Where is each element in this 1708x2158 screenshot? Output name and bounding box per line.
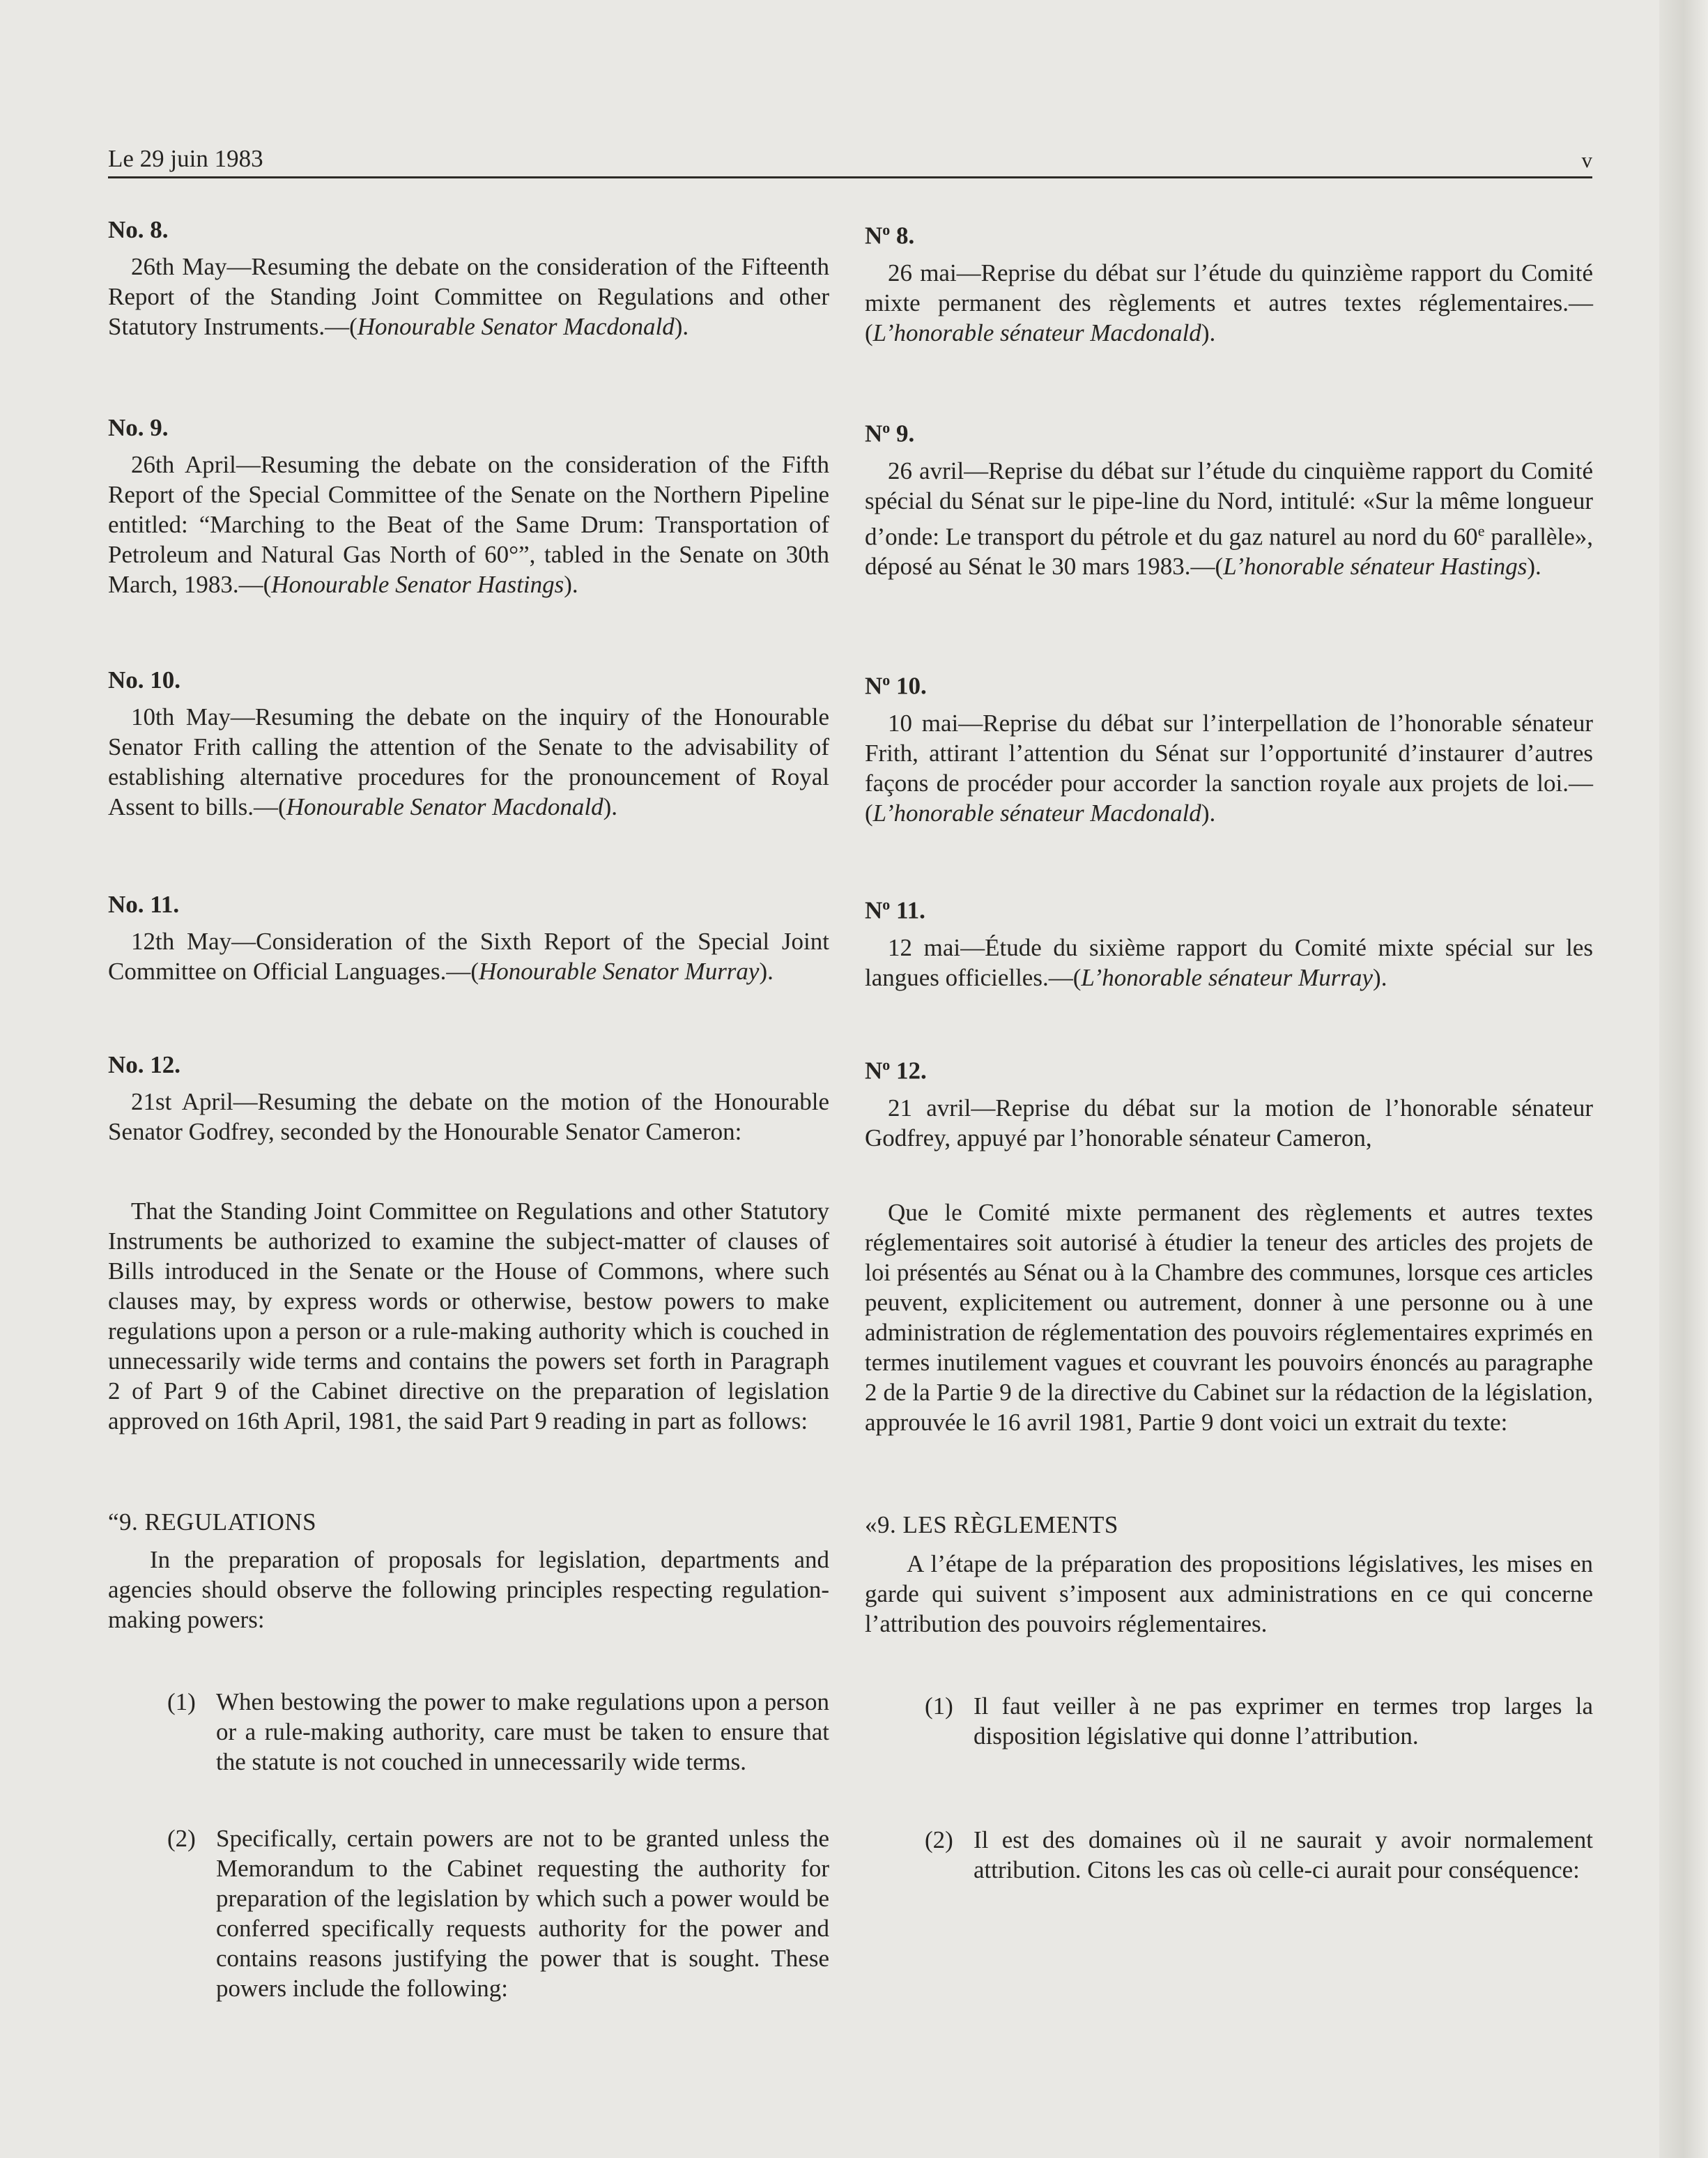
item-text: 26 avril—Reprise du débat sur l’étude du cinquième rapport du Comité spécial du Sénat sur le pipe-line du Nord, intitulé: «Sur la même longueur d’onde: Le transport du pétrole et du gaz naturel au nord du 60e parallèle», déposé au Sénat le 30 mars 1983.—(L’honorable sénateur Hastings). [865, 457, 1594, 581]
motion-text-fr: Que le Comité mixte permanent des règlements et autres textes réglementaires soit autorisé à étudier la teneur des articles des projets de loi présentés au Sénat ou à la Chambre des communes, lorsque ces articles peuvent, explicitement ou autrement, donner à une personne ou à une administration de réglementation des pouvoirs réglementaires exprimés en termes inutilement vagues et couvrant les pouvoirs énoncés au paragraphe 2 de la Partie 9 de la directive du Cabinet sur la rédaction de la législation, approuvée le 16 avril 1981, Partie 9 dont voici un extrait du texte: [865, 1199, 1593, 1436]
section-heading-fr: «9. LES RÈGLEMENTS [865, 1511, 1118, 1538]
list-text: When bestowing the power to make regulations upon a person or a rule-making authority, care must be taken to ensure that the statute is not couched in unnecessarily wide terms. [216, 1688, 829, 1775]
item-text: 12th May—Consideration of the Sixth Report of the Special Joint Committee on Official Languages.—(Honourable Senator Murray). [108, 928, 829, 985]
item-heading: $N^o$ 11. [865, 896, 925, 924]
item-text: 10 mai—Reprise du débat sur l’interpellation de l’honorable sénateur Frith, attirant l’attention du Sénat sur l’opportunité d’instaurer d’autres façons de procéder pour accorder la sanction royale aux projets de loi.—(L’honorable sénateur Macdonald). [865, 709, 1593, 827]
item-no-10-fr [865, 665, 1593, 828]
item-text: 12 mai—Étude du sixième rapport du Comité mixte spécial sur les langues officielles.—(L’honorable sénateur Murray). [865, 933, 1593, 991]
page-spine-shadow [1659, 0, 1708, 2158]
item-no-8-en [108, 215, 829, 342]
section-intro-en: In the preparation of proposals for legislation, departments and agencies should observe the following principles respecting regulation-making powers: [108, 1546, 829, 1633]
item-heading: No. 12. [108, 1051, 181, 1078]
list-item-2-fr [925, 1825, 1593, 1885]
item-text: 26th April—Resuming the debate on the consideration of the Fifth Report of the Special Committee of the Senate on the Northern Pipeline entitled: “Marching to the Beat of the Same Drum: Transportation of Petroleum and Natural Gas North of 60°”, tabled in the Senate on 30th March, 1983.—(Honourable Senator Hastings). [108, 451, 829, 598]
item-heading: No. 8. [108, 216, 169, 243]
list-number: (2) [167, 1825, 196, 1852]
item-text: 10th May—Resuming the debate on the inquiry of the Honourable Senator Frith calling the attention of the Senate to the advisability of establishing alternative procedures for the pronouncement of Royal Assent to bills.—(Honourable Senator Macdonald). [108, 703, 829, 820]
list-item-1-fr [925, 1691, 1593, 1751]
item-no-9-fr [865, 413, 1593, 581]
item-heading: No. 11. [108, 891, 180, 918]
list-text: Il faut veiller à ne pas exprimer en termes trop larges la disposition législative qui donne l’attribution. [974, 1692, 1593, 1750]
item-text: 26 mai—Reprise du débat sur l’étude du quinzième rapport du Comité mixte permanent des règlements et autres textes réglementaires.—(L’honorable sénateur Macdonald). [865, 259, 1593, 346]
motion-text-en: That the Standing Joint Committee on Regulations and other Statutory Instruments be authorized to examine the subject-matter of clauses of Bills introduced in the Senate or the House of Commons, where such clauses may, by express words or otherwise, bestow powers to make regulations upon a person or a rule-making authority which is couched in unnecessarily wide terms and contains the powers set forth in Paragraph 2 of Part 9 of the Cabinet directive on the preparation of legislation approved on 16th April, 1981, the said Part 9 reading in part as follows: [108, 1197, 829, 1434]
item-heading: $N^o$ 9. [865, 419, 915, 447]
item-heading: $N^o$ 12. [865, 1056, 927, 1085]
item-text: 21 avril—Reprise du débat sur la motion de l’honorable sénateur Godfrey, appuyé par l’honorable sénateur Cameron, [865, 1094, 1593, 1151]
item-no-10-en [108, 665, 829, 822]
page-number: v [1581, 148, 1592, 172]
list-text: Specifically, certain powers are not to be granted unless the Memorandum to the Cabinet requesting the authority for preparation of the legislation by which such a power would be conferred specifically requests authority for the power and contains reasons justifying the power that is sought. These powers include the following: [216, 1825, 829, 2002]
list-item-2-en [167, 1823, 829, 2003]
item-text: 21st April—Resuming the debate on the motion of the Honourable Senator Godfrey, seconded by the Honourable Senator Cameron: [108, 1088, 829, 1145]
list-number: (1) [167, 1688, 196, 1715]
list-text: Il est des domaines où il ne saurait y avoir normalement attribution. Citons les cas où celle-ci aurait pour conséquence: [974, 1826, 1593, 1883]
item-heading: $N^o$ 10. [865, 671, 927, 700]
item-heading: No. 10. [108, 666, 181, 694]
item-no-9-en [108, 413, 829, 599]
header-date: Le 29 juin 1983 [108, 145, 263, 172]
header-rule [108, 176, 1592, 178]
list-number: (1) [925, 1692, 953, 1720]
item-heading: No. 9. [108, 414, 169, 441]
section-heading-en: “9. REGULATIONS [108, 1508, 317, 1536]
list-item-1-en [167, 1687, 829, 1777]
item-no-12-en [108, 1050, 829, 1147]
item-heading: $N^o$ 8. [865, 221, 915, 250]
item-text: 26th May—Resuming the debate on the consideration of the Fifteenth Report of the Standing Joint Committee on Regulations and other Statutory Instruments.—(Honourable Senator Macdonald). [108, 253, 829, 340]
page-header [108, 139, 1592, 178]
item-no-12-fr [865, 1050, 1593, 1153]
item-no-11-fr [865, 889, 1593, 993]
item-no-11-en [108, 889, 829, 986]
list-number: (2) [925, 1826, 953, 1853]
section-intro-fr: A l’étape de la préparation des propositions législatives, les mises en garde qui suivent s’imposent aux administrations en ce qui concerne l’attribution des pouvoirs réglementaires. [865, 1550, 1593, 1637]
item-no-8-fr [865, 215, 1593, 348]
